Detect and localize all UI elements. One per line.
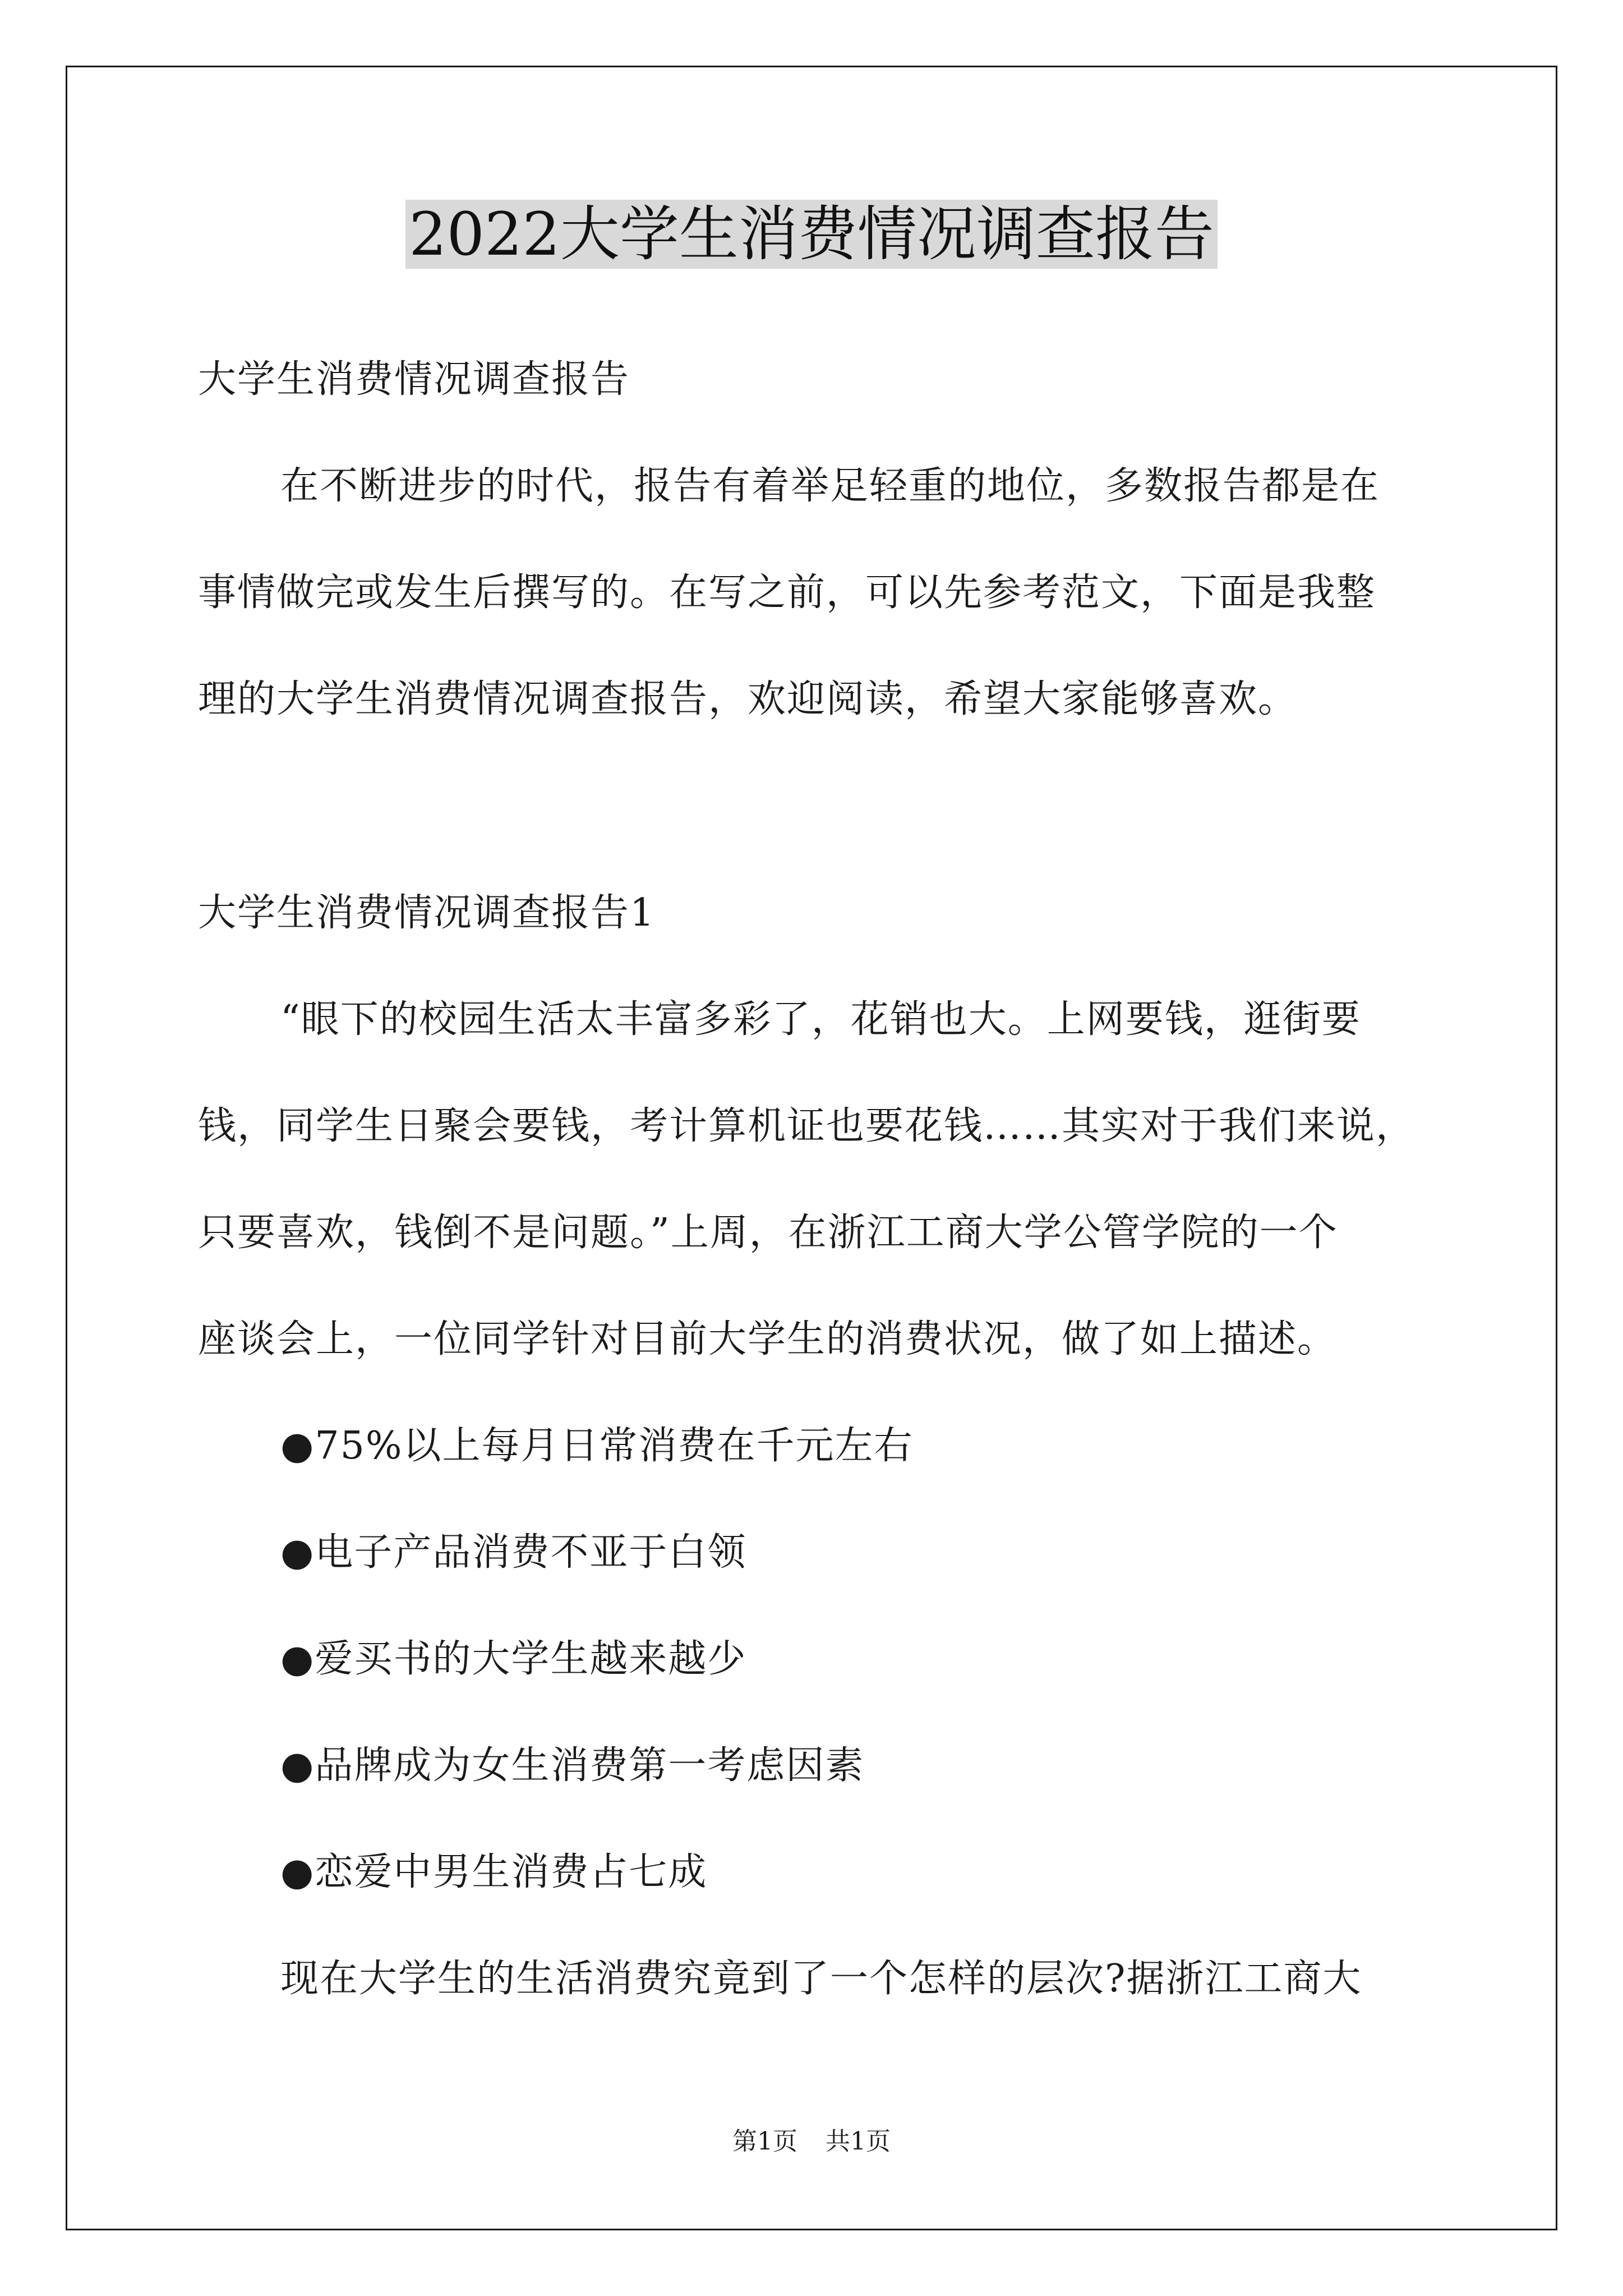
paragraph-line: 在不断进步的时代，报告有着举足轻重的地位，多数报告都是在 <box>280 464 1380 508</box>
title-text: 2022大学生消费情况调查报告 <box>405 200 1218 269</box>
paragraph-line: 钱，同学生日聚会要钱，考计算机证也要花钱……其实对于我们来说， <box>198 1104 1415 1148</box>
page-total: 共1页 <box>826 2127 891 2156</box>
bullet-item: ●品牌成为女生消费第一考虑因素 <box>280 1743 865 1788</box>
bullet-item: ●75%以上每月日常消费在千元左右 <box>280 1424 914 1468</box>
paragraph-line: 现在大学生的生活消费究竟到了一个怎样的层次?据浙江工商大 <box>280 1957 1362 2001</box>
section-heading: 大学生消费情况调查报告1 <box>198 891 656 935</box>
subtitle: 大学生消费情况调查报告 <box>198 357 630 402</box>
paragraph-line: 座谈会上，一位同学针对目前大学生的消费状况，做了如上描述。 <box>198 1317 1337 1361</box>
bullet-item: ●爱买书的大学生越来越少 <box>280 1637 747 1681</box>
paragraph-line: 事情做完或发生后撰写的。在写之前，可以先参考范文，下面是我整 <box>198 570 1376 615</box>
bullet-item: ●电子产品消费不亚于白领 <box>280 1530 747 1575</box>
paragraph-line: 理的大学生消费情况调查报告，欢迎阅读，希望大家能够喜欢。 <box>198 677 1298 721</box>
page-footer <box>0 2125 1623 2159</box>
bullet-item: ●恋爱中男生消费占七成 <box>280 1850 708 1894</box>
paragraph-line: “眼下的校园生活太丰富多彩了，花销也大。上网要钱，逛街要 <box>280 997 1361 1042</box>
paragraph-line: 只要喜欢，钱倒不是问题。”上周，在浙江工商大学公管学院的一个 <box>198 1211 1338 1255</box>
document-title <box>0 195 1623 274</box>
page-number: 第1页 <box>732 2127 797 2156</box>
